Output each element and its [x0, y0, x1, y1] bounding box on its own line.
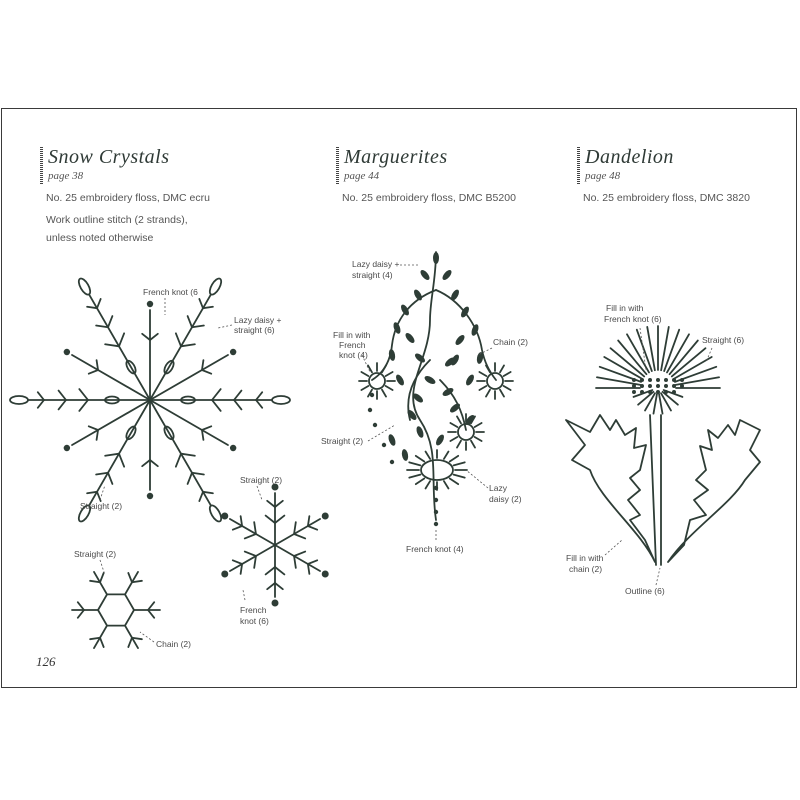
stitch-line	[368, 365, 372, 372]
french-knot	[373, 423, 377, 427]
stitch-line	[504, 372, 511, 376]
stitch-line	[176, 454, 181, 467]
leaf-stitch	[423, 374, 436, 385]
stitch-line	[245, 534, 256, 538]
stitch-line	[450, 437, 457, 441]
chain-hexagon	[98, 594, 134, 625]
stitch-line	[148, 602, 154, 610]
french-knot	[680, 384, 684, 388]
stitch-line	[150, 400, 211, 506]
stitch-line	[275, 501, 283, 507]
french-knot	[664, 390, 668, 394]
lazy-daisy-petal	[77, 277, 93, 297]
stitch-line	[450, 478, 458, 484]
french-knot	[322, 513, 329, 520]
stitch-line	[294, 534, 305, 538]
stitch-line	[454, 475, 465, 478]
stitch-line	[234, 400, 241, 409]
stitch-line	[409, 475, 420, 478]
stitch-line	[308, 526, 317, 530]
left-leaf	[566, 415, 655, 562]
stitch-line	[486, 390, 490, 397]
stitch-line	[361, 386, 368, 390]
french-knot	[640, 384, 644, 388]
leaf-stitch	[454, 333, 466, 346]
french-knot	[64, 349, 70, 355]
stitch-line	[475, 423, 482, 427]
right-leaf	[668, 420, 760, 562]
label-fill-french-2: French knot (6)	[604, 314, 662, 324]
label-lazy-daisy: Lazy daisy +	[234, 315, 282, 325]
floss-text: No. 25 embroidery floss, DMC ecru	[46, 192, 210, 204]
label-straight: Straight (2)	[74, 549, 117, 559]
stitch-line	[450, 423, 457, 427]
leaf-stitch	[441, 268, 453, 281]
french-knot	[672, 384, 676, 388]
stitch-line	[125, 572, 138, 595]
label-lazy-daisy: Lazy daisy +	[352, 259, 400, 269]
french-knot	[672, 390, 676, 394]
stitch-line	[79, 389, 88, 400]
page-number: 126	[36, 654, 56, 669]
label-chain: Chain (2)	[493, 337, 528, 347]
stitch-line	[59, 391, 66, 400]
stitch-line	[150, 334, 158, 340]
lazy-daisy-petal	[272, 396, 290, 404]
french-knot	[656, 378, 660, 382]
note-line-2: unless noted otherwise	[46, 232, 154, 244]
label-outline: Outline (6)	[625, 586, 665, 596]
page-reference: page 48	[585, 170, 621, 182]
flower-center	[421, 460, 453, 480]
lazy-daisy-petal	[208, 277, 224, 297]
stitch-line	[245, 552, 256, 556]
stitch-line	[59, 400, 66, 409]
dandelion-motif	[566, 326, 760, 565]
leaf-stitch	[404, 331, 416, 344]
french-knot	[390, 460, 394, 464]
label-lazy-daisy-2: straight (6)	[234, 325, 275, 335]
stitch-line	[479, 372, 486, 376]
stitch-line	[199, 299, 203, 308]
stitch-line	[97, 299, 101, 308]
stitch-line	[256, 392, 262, 400]
leaf-stitch	[394, 373, 405, 386]
label-fill-french-3: knot (4)	[339, 350, 368, 360]
french-knot	[648, 378, 652, 382]
french-knot	[368, 408, 372, 412]
french-knot	[322, 571, 329, 578]
stitch-line	[454, 462, 465, 465]
stitch-line	[89, 400, 150, 506]
stitch-line	[426, 452, 431, 459]
stitch-line	[142, 460, 150, 466]
stitch-line	[426, 481, 431, 488]
french-knot	[632, 378, 636, 382]
stitch-line	[275, 519, 320, 545]
label-lazy-daisy: Lazy	[489, 483, 507, 493]
leaf-stitch	[387, 433, 397, 446]
stitch-line	[230, 545, 275, 571]
stitch-line	[108, 473, 112, 484]
french-knot	[648, 384, 652, 388]
french-knot	[230, 445, 236, 451]
stitch-line	[386, 372, 393, 376]
french-knot	[664, 384, 668, 388]
stitch-line	[105, 454, 119, 456]
note-line-1: Work outline stitch (2 strands),	[46, 214, 188, 226]
stitch-line	[233, 526, 242, 530]
pattern-title: Snow Crystals	[48, 146, 170, 168]
stitch-line	[457, 416, 461, 423]
stitch-line	[212, 400, 221, 411]
stitch-line	[275, 516, 284, 523]
leaf-stitch	[399, 303, 410, 316]
stitch-line	[148, 610, 154, 618]
french-knot	[147, 301, 153, 307]
page-reference: page 38	[48, 170, 84, 182]
stitch-line	[38, 392, 44, 400]
stitch-line	[128, 573, 132, 582]
french-knot	[64, 445, 70, 451]
french-knot	[272, 600, 279, 607]
stitch-line	[202, 370, 211, 374]
stitch-line	[212, 389, 221, 400]
french-knot	[382, 443, 386, 447]
label-fill-french: Fill in with	[333, 330, 371, 340]
stitch-line	[416, 456, 424, 462]
stitch-line	[234, 391, 241, 400]
large-snowflake-motif	[10, 277, 290, 523]
stitch-line	[500, 365, 504, 372]
stitch-line	[79, 400, 88, 411]
french-knot	[221, 571, 228, 578]
stitch-line	[108, 316, 112, 327]
stitch-line	[382, 365, 386, 372]
stitch-line	[181, 454, 195, 456]
french-knot	[434, 522, 438, 526]
stitch-line	[471, 441, 475, 448]
stitch-line	[294, 552, 305, 556]
label-fill-french-2: French	[339, 340, 366, 350]
stitch-line	[416, 478, 424, 484]
lazy-daisy-petal	[208, 504, 224, 524]
stitch-line	[188, 473, 192, 484]
label-straight: Straight (6)	[702, 335, 745, 345]
stitch-line	[199, 492, 203, 501]
french-knot	[680, 378, 684, 382]
stitch-line	[181, 344, 195, 346]
stitch-line	[659, 394, 662, 414]
stitch-line	[504, 386, 511, 390]
stitch-line	[230, 519, 275, 545]
stitch-line	[275, 545, 320, 571]
stitch-line	[308, 560, 317, 564]
french-knot	[632, 384, 636, 388]
stitch-line	[500, 390, 504, 397]
stitch-line	[100, 638, 104, 647]
stitch-line	[233, 560, 242, 564]
leaf-stitch	[433, 252, 439, 264]
stitch-line	[475, 437, 482, 441]
stitch-line	[94, 572, 107, 595]
french-knot	[672, 378, 676, 382]
stitch-line	[100, 573, 104, 582]
french-knot	[656, 384, 660, 388]
stitch-line	[275, 567, 284, 574]
stitch-line	[256, 400, 262, 408]
stitch-line	[119, 333, 124, 346]
stitch-line	[38, 400, 44, 408]
label-straight: Straight (2)	[80, 501, 123, 511]
stitch-line	[266, 567, 275, 574]
french-knot	[664, 378, 668, 382]
label-french-knot: French knot (6	[143, 287, 198, 297]
stitch-line	[94, 626, 107, 649]
stitch-line	[361, 372, 368, 376]
floss-text: No. 25 embroidery floss, DMC 3820	[583, 192, 750, 204]
leaf-stitch	[401, 449, 409, 462]
stitch-line	[142, 334, 150, 340]
pattern-title: Dandelion	[585, 146, 674, 168]
medium-snowflake-motif	[221, 484, 328, 607]
label-french-knot: French	[240, 605, 267, 615]
label-fill-chain-2: chain (2)	[569, 564, 603, 574]
flower-center	[487, 373, 503, 389]
stitch-line	[266, 516, 275, 523]
stitch-line	[457, 441, 461, 448]
stitch-line	[89, 370, 98, 374]
floss-text: No. 25 embroidery floss, DMC B5200	[342, 192, 516, 204]
french-knot	[434, 510, 438, 514]
french-knot	[434, 498, 438, 502]
stitch-line	[105, 344, 119, 346]
stitch-line	[150, 294, 211, 400]
stitch-line	[188, 316, 192, 327]
stitch-line	[450, 456, 458, 462]
french-knot	[632, 390, 636, 394]
stitch-line	[125, 626, 138, 649]
french-knot	[230, 349, 236, 355]
stitch-line	[267, 583, 275, 589]
label-fill-french: Fill in with	[606, 303, 644, 313]
label-french-knot-2: knot (6)	[240, 616, 269, 626]
leaf-stitch	[392, 321, 402, 334]
french-knot	[221, 513, 228, 520]
stitch-line	[89, 426, 98, 430]
stitch-line	[128, 638, 132, 647]
leaf-stitch	[464, 373, 475, 386]
stitch-line	[382, 390, 386, 397]
label-fill-chain: Fill in with	[566, 553, 604, 563]
french-knot	[640, 378, 644, 382]
lazy-daisy-petal	[10, 396, 28, 404]
stitch-line	[275, 583, 283, 589]
label-straight: Straight (2)	[240, 475, 283, 485]
stitch-line	[176, 333, 181, 346]
french-knot	[656, 390, 660, 394]
label-lazy-daisy-2: daisy (2)	[489, 494, 522, 504]
stitch-line	[444, 452, 449, 459]
stitch-line	[267, 501, 275, 507]
label-straight: Straight (2)	[321, 436, 364, 446]
label-french-knot: French knot (4)	[406, 544, 464, 554]
stitch-line	[119, 454, 124, 467]
pattern-title: Marguerites	[344, 146, 448, 168]
stitch-line	[386, 386, 393, 390]
stitch-line	[409, 462, 420, 465]
stitch-line	[479, 386, 486, 390]
french-knot	[648, 390, 652, 394]
page-reference: page 44	[344, 170, 380, 182]
leaf-stitch	[419, 268, 431, 281]
label-lazy-daisy-2: straight (4)	[352, 270, 393, 280]
leaf-stitch	[434, 433, 445, 446]
stitch-line	[78, 610, 84, 618]
stitch-line	[89, 294, 150, 400]
label-chain: Chain (2)	[156, 639, 191, 649]
stitch-line	[202, 426, 211, 430]
stitch-line	[653, 394, 656, 414]
stitch-line	[78, 602, 84, 610]
french-knot	[147, 493, 153, 499]
stitch-line	[444, 481, 449, 488]
stitch-line	[150, 460, 158, 466]
french-knot	[640, 390, 644, 394]
